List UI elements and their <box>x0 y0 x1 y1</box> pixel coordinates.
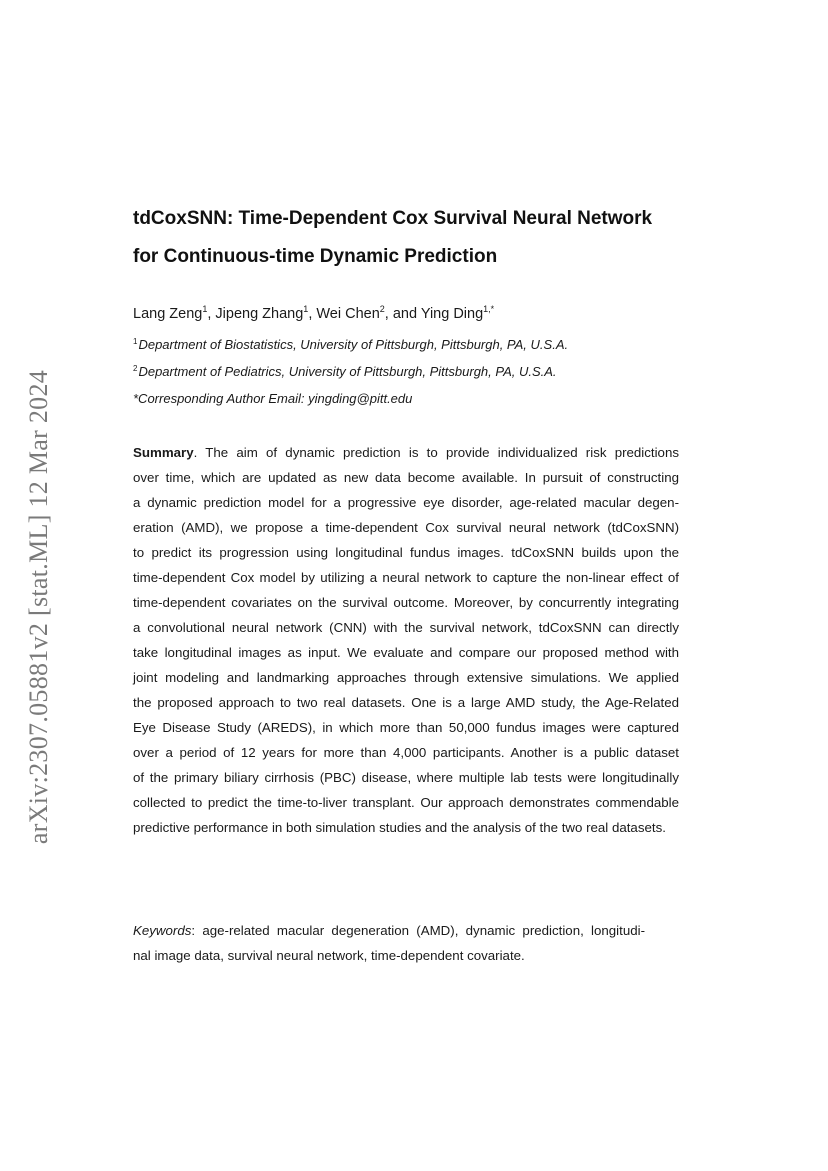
author-affiliation-mark: 1,* <box>483 304 495 315</box>
abstract-label: Summary <box>133 445 194 460</box>
title-line-1: tdCoxSNN: Time-Dependent Cox Survival Neural Network <box>133 208 653 229</box>
abstract-line: take longitudinal images as input. We evaluate and compare our proposed method with <box>133 645 679 660</box>
corresponding-author-email: *Corresponding Author Email: yingding@pitt.edu <box>133 391 413 406</box>
abstract-line <box>133 440 679 465</box>
author-affiliation-mark: 2 <box>379 304 385 315</box>
affiliation-1 <box>133 337 568 352</box>
abstract-line: a convolutional neural network (CNN) with the survival network, tdCoxSNN can directly <box>133 620 679 635</box>
abstract-line: of the primary biliary cirrhosis (PBC) disease, where multiple lab tests were longitudinally <box>133 770 679 785</box>
keywords-line: nal image data, survival neural network, time-dependent covariate. <box>133 948 525 963</box>
abstract-line: a dynamic prediction model for a progressive eye disorder, age-related macular degen- <box>133 495 679 510</box>
title-line-2: for Continuous-time Dynamic Prediction <box>133 246 498 267</box>
author-affiliation-mark: 1 <box>303 304 309 315</box>
abstract-line: collected to predict the time-to-liver transplant. Our approach demonstrates commendable <box>133 795 679 810</box>
abstract-line-text: . The aim of dynamic prediction is to provide individualized risk predictions <box>193 445 679 460</box>
abstract-line: to predict its progression using longitudinal fundus images. tdCoxSNN builds upon the <box>133 545 679 560</box>
author-name: Jipeng Zhang <box>215 306 304 322</box>
keywords-text: : age-related macular degeneration (AMD), dynamic prediction, longitudi- <box>191 923 645 938</box>
affiliation-text: Department of Pediatrics, University of Pittsburgh, Pittsburgh, PA, U.S.A. <box>138 364 557 379</box>
author-affiliation-mark: 1 <box>202 304 208 315</box>
affiliation-2 <box>133 364 557 379</box>
keywords-label: Keywords <box>133 923 192 938</box>
abstract-line: over a period of 12 years for more than 4,000 participants. Another is a public dataset <box>133 745 679 760</box>
abstract-line: Eye Disease Study (AREDS), in which more than 50,000 fundus images were captured <box>133 720 679 735</box>
abstract-line: the proposed approach to two real datasets. One is a large AMD study, the Age-Related <box>133 695 679 710</box>
author-separator: , <box>207 306 216 322</box>
corresponding-author <box>133 391 412 406</box>
author-list <box>133 303 494 325</box>
author-name: Ying Ding <box>420 306 484 322</box>
paper-title <box>133 200 713 276</box>
author-name: Lang Zeng <box>133 306 203 322</box>
abstract-line: time-dependent Cox model by utilizing a neural network to capture the non-linear effect of <box>133 570 679 585</box>
abstract <box>133 440 679 840</box>
abstract-line: over time, which are updated as new data become available. In pursuit of constructing <box>133 470 679 485</box>
affiliation-text: Department of Biostatistics, University of Pittsburgh, Pittsburgh, PA, U.S.A. <box>138 337 569 352</box>
keywords-line <box>133 918 645 943</box>
abstract-line: predictive performance in both simulation studies and the analysis of the two real datasets. <box>133 820 666 835</box>
author-name: Wei Chen <box>316 306 380 322</box>
arxiv-identifier: arXiv:2307.05881v2 [stat.ML] 12 Mar 2024 <box>24 369 53 845</box>
abstract-line: joint modeling and landmarking approaches through extensive simulations. We applied <box>133 670 679 685</box>
arxiv-side-stamp <box>24 352 54 862</box>
affiliation-mark: 2 <box>133 363 138 373</box>
author-separator: , <box>308 306 317 322</box>
abstract-line: time-dependent covariates on the survival outcome. Moreover, by concurrently integrating <box>133 595 679 610</box>
author-separator: , and <box>384 306 421 322</box>
abstract-line: eration (AMD), we propose a time-dependent Cox survival neural network (tdCoxSNN) <box>133 520 679 535</box>
affiliation-mark: 1 <box>133 336 138 346</box>
keywords <box>133 918 645 968</box>
